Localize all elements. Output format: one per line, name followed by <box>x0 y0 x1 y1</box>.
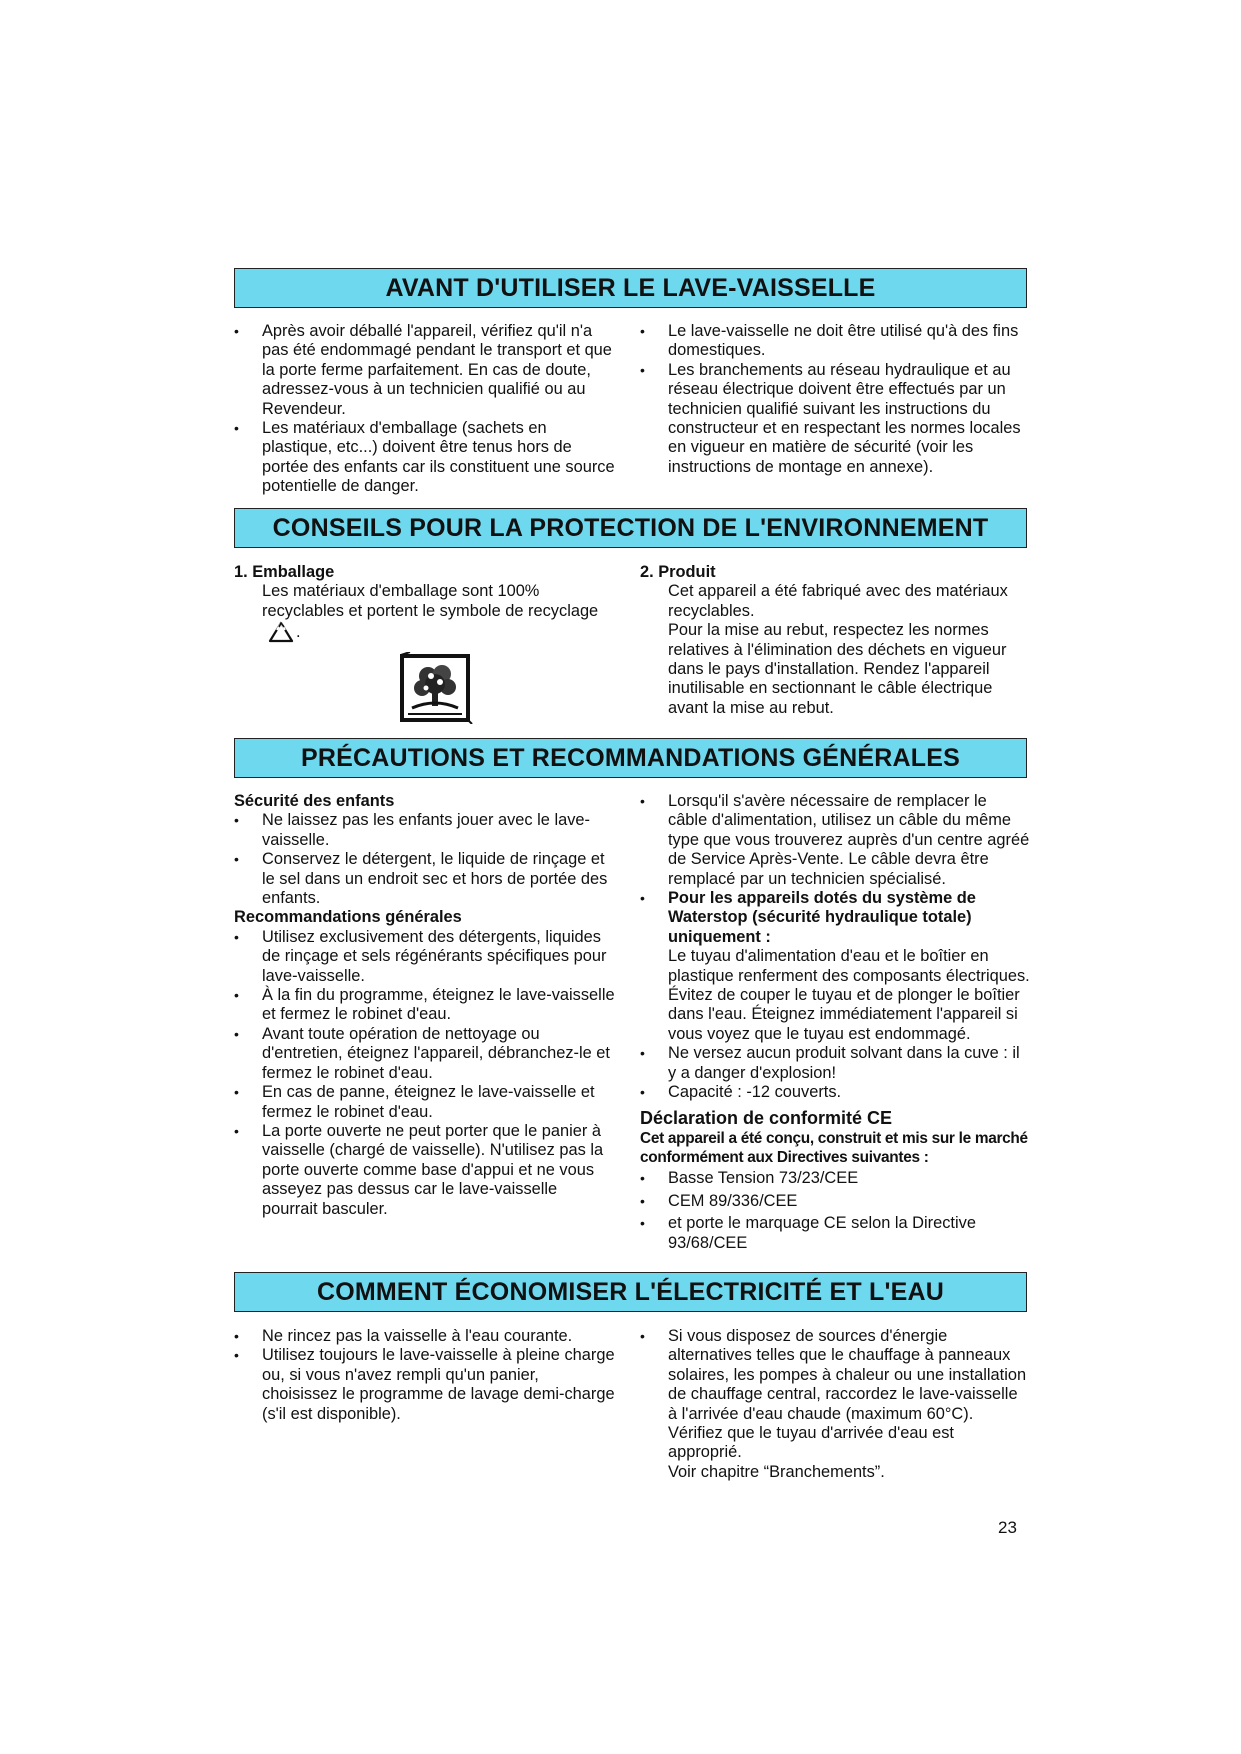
list-item: • Les matériaux d'emballage (sachets en plastique, etc...) doivent être tenus hors de portée des enfants car ils constituent une source potentielle de danger. <box>234 419 616 497</box>
energy-note: Voir chapitre “Branchements”. <box>668 1462 885 1481</box>
section4-left-column <box>234 1327 616 1424</box>
section3-left-column <box>234 792 616 1219</box>
section-title-environnement: CONSEILS POUR LA PROTECTION DE L'ENVIRONNEMENT <box>234 508 1027 548</box>
list-item: • Le lave-vaisselle ne doit être utilisé qu'à des fins domestiques. <box>640 322 1030 361</box>
produit-heading: 2. Produit <box>640 563 716 581</box>
recommandations-heading: Recommandations générales <box>234 908 462 927</box>
emballage-heading: 1. Emballage <box>234 563 335 581</box>
list-item: • Avant toute opération de nettoyage ou d'entretien, éteignez l'appareil, débranchez-le et fermez le robinet d'eau. <box>234 1025 616 1083</box>
declaration-heading: Déclaration de conformité CE <box>640 1107 893 1128</box>
list-item: • CEM 89/336/CEE <box>640 1192 1030 1211</box>
recycle-icon <box>268 621 294 648</box>
list-item: • et porte le marquage CE selon la Directive 93/68/CEE <box>640 1214 1030 1253</box>
section1-left-column <box>234 322 616 497</box>
page-number: 23 <box>998 1518 1017 1537</box>
waterstop-item <box>640 889 1030 1044</box>
emballage-text: Les matériaux d'emballage sont 100% recyclables et portent le symbole de recyclage <box>262 582 599 620</box>
section-title-avant-utiliser: AVANT D'UTILISER LE LAVE-VAISSELLE <box>234 268 1027 308</box>
section4-right-column <box>640 1327 1030 1482</box>
list-item: • Conservez le détergent, le liquide de rinçage et le sel dans un endroit sec et hors de portée des enfants. <box>234 850 616 908</box>
list-item <box>640 1327 1030 1482</box>
emballage-end: . <box>296 623 301 642</box>
list-item: • Après avoir déballé l'appareil, vérifiez qu'il n'a pas été endommagé pendant le transport et que la porte ferme parfaitement. En cas de doute, adressez-vous à un technicien qualifié ou au Revendeur. <box>234 322 616 419</box>
section2-emballage <box>234 563 616 649</box>
list-item: • La porte ouverte ne peut porter que le panier à vaisselle (chargé de vaisselle). N'utilisez pas la porte ouverte comme base d'appui et ne vous asseyez pas dessus car le lave-vaisselle pourrait basculer. <box>234 1122 616 1219</box>
list-item: • Utilisez exclusivement des détergents, liquides de rinçage et sels régénérants spécifiques pour lave-vaisselle. <box>234 928 616 986</box>
section1-right-column <box>640 322 1030 477</box>
list-item: • Ne laissez pas les enfants jouer avec le lave-vaisselle. <box>234 811 616 850</box>
waterstop-heading: • Pour les appareils dotés du système de Waterstop (sécurité hydraulique totale) uniquement : <box>668 889 976 946</box>
produit-text1: Cet appareil a été fabriqué avec des matériaux recyclables. <box>668 582 1008 620</box>
list-item: • À la fin du programme, éteignez le lave-vaisselle et fermez le robinet d'eau. <box>234 986 616 1025</box>
section-title-economiser: COMMENT ÉCONOMISER L'ÉLECTRICITÉ ET L'EAU <box>234 1272 1027 1312</box>
section3-right-column <box>640 792 1030 1253</box>
list-item: • Capacité : -12 couverts. <box>640 1083 1030 1102</box>
list-item: • Ne versez aucun produit solvant dans la cuve : il y a danger d'explosion! <box>640 1044 1030 1083</box>
list-item: • Basse Tension 73/23/CEE <box>640 1169 1030 1188</box>
tree-stamp-icon <box>398 652 473 724</box>
list-item: • En cas de panne, éteignez le lave-vaisselle et fermez le robinet d'eau. <box>234 1083 616 1122</box>
energy-text: • Si vous disposez de sources d'énergie alternatives telles que le chauffage à panneaux solaires, les pompes à chaleur ou une installation de chauffage central, raccordez le lave-vaisselle à l'arrivée d'eau chaude (maximum 60°C). Vérifiez que le tuyau d'arrivée d'eau est approprié. <box>668 1327 1027 1462</box>
list-item: • Utilisez toujours le lave-vaisselle à pleine charge ou, si vous n'avez rempli qu'un panier, choisissez le programme de lavage demi-charge (s'il est disponible). <box>234 1346 616 1424</box>
list-item: • Ne rincez pas la vaisselle à l'eau courante. <box>234 1327 616 1346</box>
produit-text2: Pour la mise au rebut, respectez les normes relatives à l'élimination des déchets en vigueur dans le pays d'installation. Rendez l'appareil inutilisable en sectionnant le câble électrique avant la mise au rebut. <box>668 621 1007 717</box>
declaration-intro: Cet appareil a été conçu, construit et mis sur le marché conformément aux Directives suivantes : <box>640 1129 1028 1166</box>
section2-produit <box>640 563 1030 718</box>
waterstop-text: Le tuyau d'alimentation d'eau et le boîtier en plastique renferment des composants électriques. Évitez de couper le tuyau et de plonger le boîtier dans l'eau. Éteignez immédiatement l'appareil si vous voyez que le tuyau est endommagé. <box>668 947 1030 1043</box>
list-item: • Les branchements au réseau hydraulique et au réseau électrique doivent être effectués par un technicien qualifié suivant les instructions du constructeur et en respectant les normes locales en vigueur en matière de sécurité (voir les instructions de montage en annexe). <box>640 361 1030 477</box>
section-title-precautions: PRÉCAUTIONS ET RECOMMANDATIONS GÉNÉRALES <box>234 738 1027 778</box>
emballage-paragraph <box>234 582 616 648</box>
securite-heading: Sécurité des enfants <box>234 792 395 810</box>
list-item: • Lorsqu'il s'avère nécessaire de remplacer le câble d'alimentation, utilisez un câble du même type que vous trouverez auprès d'un centre agréé de Service Après-Vente. Le câble devra être remplacé par un technicien spécialisé. <box>640 792 1030 889</box>
